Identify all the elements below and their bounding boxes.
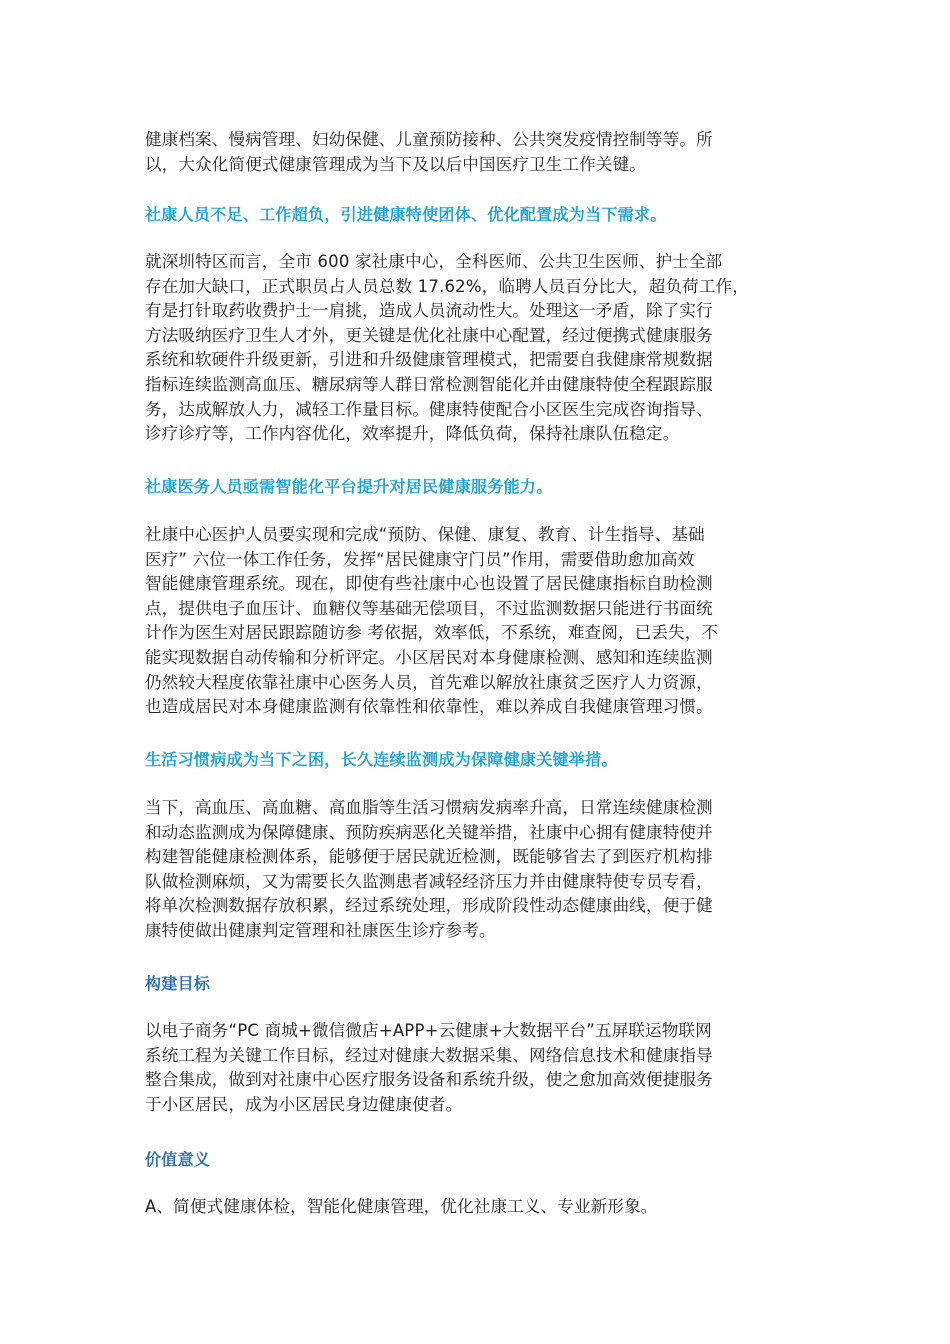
section-heading-value: 价值意义 (145, 1150, 211, 1169)
paragraph-line: 也造成居民对本身健康监测有依靠性和依靠性，难以养成自我健康管理习惯。 (145, 697, 713, 717)
paragraph-line: 康特使做出健康判定管理和社康医生诊疗参考。 (145, 920, 496, 940)
paragraph-line: 存在加大缺口，正式职员占人员总数 17.62%，临聘人员百分比大，超负荷工作， (145, 276, 749, 296)
paragraph-line: 医疗” 六位一体工作任务，发挥“居民健康守门员”作用，需要借助愈加高效 (145, 549, 695, 569)
section-heading-staff-shortage: 社康人员不足、工作超负，引进健康特使团体、优化配置成为当下需求。 (145, 205, 667, 224)
paragraph-line: 点，提供电子血压计、血糖仪等基础无偿项目，不过监测数据只能进行书面统 (145, 598, 713, 618)
intro-line: 以，大众化简便式健康管理成为当下及以后中国医疗卫生工作关键。 (145, 154, 646, 174)
paragraph-line: 社康中心医护人员要实现和完成“预防、保健、康复、教育、计生指导、基础 (145, 525, 705, 544)
paragraph-line: 当下，高血压、高血糖、高血脂等生活习惯病发病率升高，日常连续健康检测 (145, 798, 713, 817)
paragraph-line: 于小区居民，成为小区居民身边健康使者。 (145, 1094, 463, 1114)
section-paragraph-smart-platform (145, 523, 810, 720)
paragraph-line: 指标连续监测高血压、糖尿病等人群日常检测智能化并由健康特使全程跟踪服 (145, 374, 713, 394)
paragraph-line: 以电子商务“PC 商城+微信微店+APP+云健康+大数据平台”五屏联运物联网 (145, 1021, 712, 1040)
section-paragraph-value (145, 1195, 810, 1220)
paragraph-line: 仍然较大程度依靠社康中心医务人员，首先难以解放社康贫乏医疗人力资源， (145, 672, 713, 692)
paragraph-line: 务，达成解放人力，减轻工作量目标。健康特使配合小区医生完成咨询指导、 (145, 399, 713, 419)
paragraph-line: 就深圳特区而言，全市 600 家社康中心，全科医师、公共卫生医师、护士全部 (145, 252, 723, 271)
section-heading-lifestyle-disease: 生活习惯病成为当下之困，长久连续监测成为保障健康关键举措。 (145, 750, 618, 769)
paragraph-line: 方法吸纳医疗卫生人才外，更关键是优化社康中心配置，经过便携式健康服务 (145, 325, 713, 345)
paragraph-line: 诊疗诊疗等，工作内容优化，效率提升，降低负荷，保持社康队伍稳定。 (145, 424, 680, 444)
paragraph-line: 和动态监测成为保障健康、预防疾病恶化关键举措，社康中心拥有健康特使并 (145, 822, 713, 842)
intro-paragraph (145, 128, 810, 177)
paragraph-line: 计作为医生对居民跟踪随访参 考依据，效率低，不系统，难查阅，已丢失，不 (145, 623, 719, 643)
section-paragraph-lifestyle-disease (145, 796, 810, 944)
paragraph-line: 将单次检测数据存放积累，经过系统处理，形成阶段性动态健康曲线，便于健 (145, 896, 713, 916)
paragraph-line: 有是打针取药收费护士一肩挑，造成人员流动性大。处理这一矛盾，除了实行 (145, 301, 713, 321)
paragraph-line: 队做检测麻烦，又为需要长久监测患者减轻经济压力并由健康特使专员专看， (145, 871, 713, 891)
paragraph-line: 能实现数据自动传输和分析评定。小区居民对本身健康检测、感知和连续监测 (145, 647, 713, 667)
section-paragraph-staff-shortage (145, 250, 810, 447)
paragraph-line: 系统工程为关键工作目标，经过对健康大数据采集、网络信息技术和健康指导 (145, 1045, 713, 1065)
paragraph-line: 系统和软硬件升级更新，引进和升级健康管理模式，把需要自我健康常规数据 (145, 350, 713, 370)
paragraph-line: 智能健康管理系统。现在，即使有些社康中心也设置了居民健康指标自助检测 (145, 574, 713, 594)
section-paragraph-build-goal (145, 1019, 810, 1117)
paragraph-line: 整合集成，做到对社康中心医疗服务设备和系统升级，使之愈加高效便捷服务 (145, 1070, 713, 1090)
section-heading-smart-platform: 社康医务人员亟需智能化平台提升对居民健康服务能力。 (145, 477, 553, 496)
intro-line: 健康档案、慢病管理、妇幼保健、儿童预防接种、公共突发疫情控制等等。所 (145, 130, 713, 149)
paragraph-line: A、简便式健康体检，智能化健康管理，优化社康工义、专业新形象。 (145, 1197, 658, 1216)
section-heading-build-goal: 构建目标 (145, 974, 211, 993)
paragraph-line: 构建智能健康检测体系，能够便于居民就近检测，既能够省去了到医疗机构排 (145, 847, 713, 867)
